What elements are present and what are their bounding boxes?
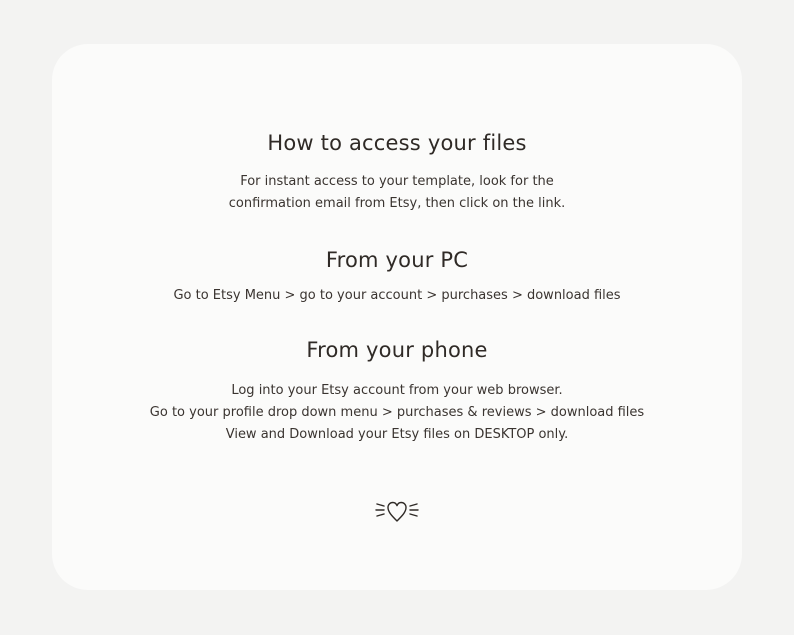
phone-instructions-line-2: Go to your profile drop down menu > purchases & reviews > download files (149, 405, 645, 420)
access-instructions-line-2: confirmation email from Etsy, then click on the link. (228, 196, 566, 211)
phone-instructions-line-1: Log into your Etsy account from your web browser. (231, 383, 563, 398)
heading-from-phone: From your phone (306, 338, 488, 362)
heading-access-files: How to access your files (267, 131, 527, 155)
heart-with-lines-icon (373, 496, 421, 526)
access-instructions-line-1: For instant access to your template, look for the (240, 174, 554, 189)
phone-instructions-line-3: View and Download your Etsy files on DESKTOP only. (225, 427, 569, 442)
pc-instructions-line-1: Go to Etsy Menu > go to your account > purchases > download files (173, 288, 621, 303)
heading-from-pc: From your PC (325, 248, 469, 272)
